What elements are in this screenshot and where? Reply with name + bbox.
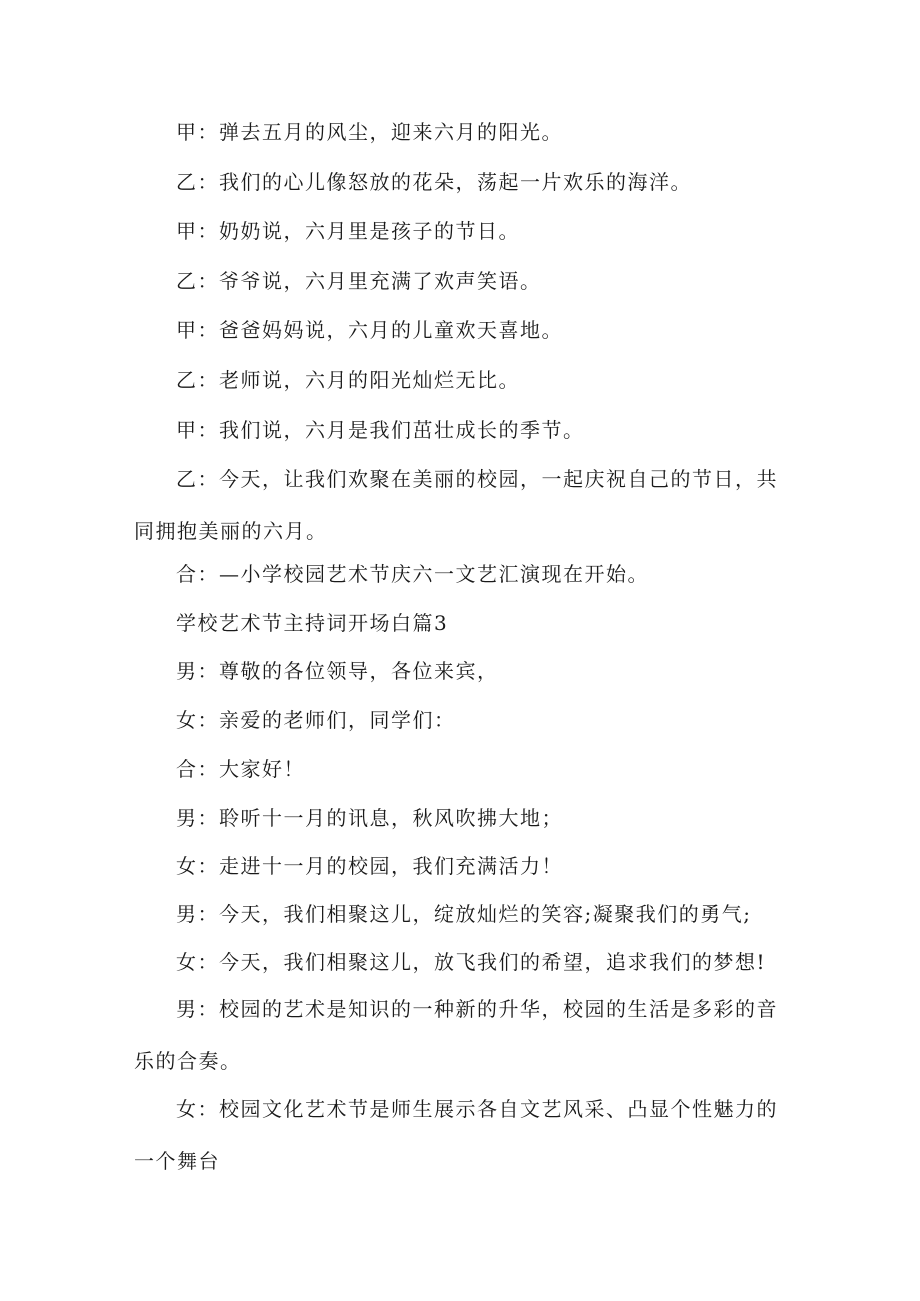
- paragraph-5: 甲：爸爸妈妈说，六月的儿童欢天喜地。: [176, 318, 563, 342]
- paragraph-18: 女：校园文化艺术节是师生展示各自文艺风采、凸显个性魅力的一个舞台: [134, 1097, 778, 1173]
- paragraph-16: 女：今天，我们相聚这儿，放飞我们的希望，追求我们的梦想!: [176, 950, 767, 974]
- paragraph-2: 乙：我们的心儿像怒放的花朵，荡起一片欢乐的海洋。: [176, 170, 692, 194]
- paragraph-9: 合：—小学校园艺术节庆六一文艺汇演现在开始。: [176, 562, 649, 586]
- paragraph-1: 甲：弹去五月的风尘，迎来六月的阳光。: [176, 120, 563, 144]
- paragraph-14: 女：走进十一月的校园，我们充满活力！: [176, 854, 563, 878]
- paragraph-3: 甲：奶奶说，六月里是孩子的节日。: [176, 219, 520, 243]
- paragraph-7: 甲：我们说，六月是我们茁壮成长的季节。: [176, 418, 585, 442]
- paragraph-13: 男：聆听十一月的讯息，秋风吹拂大地；: [176, 806, 563, 830]
- paragraph-8: 乙：今天，让我们欢聚在美丽的校园，一起庆祝自己的节日，共同拥抱美丽的六月。: [134, 467, 778, 543]
- paragraph-4: 乙：爷爷说，六月里充满了欢声笑语。: [176, 269, 542, 293]
- paragraph-17: 男：校园的艺术是知识的一种新的升华，校园的生活是多彩的音乐的合奏。: [134, 997, 778, 1073]
- section-heading: 学校艺术节主持词开场白篇3: [176, 611, 449, 635]
- paragraph-15: 男：今天，我们相聚这儿，绽放灿烂的笑容;凝聚我们的勇气;: [176, 902, 752, 926]
- paragraph-12: 合：大家好！: [176, 757, 305, 781]
- paragraph-11: 女：亲爱的老师们，同学们：: [176, 708, 456, 732]
- paragraph-10: 男：尊敬的各位领导，各位来宾，: [176, 659, 499, 683]
- paragraph-6: 乙：老师说，六月的阳光灿烂无比。: [176, 368, 520, 392]
